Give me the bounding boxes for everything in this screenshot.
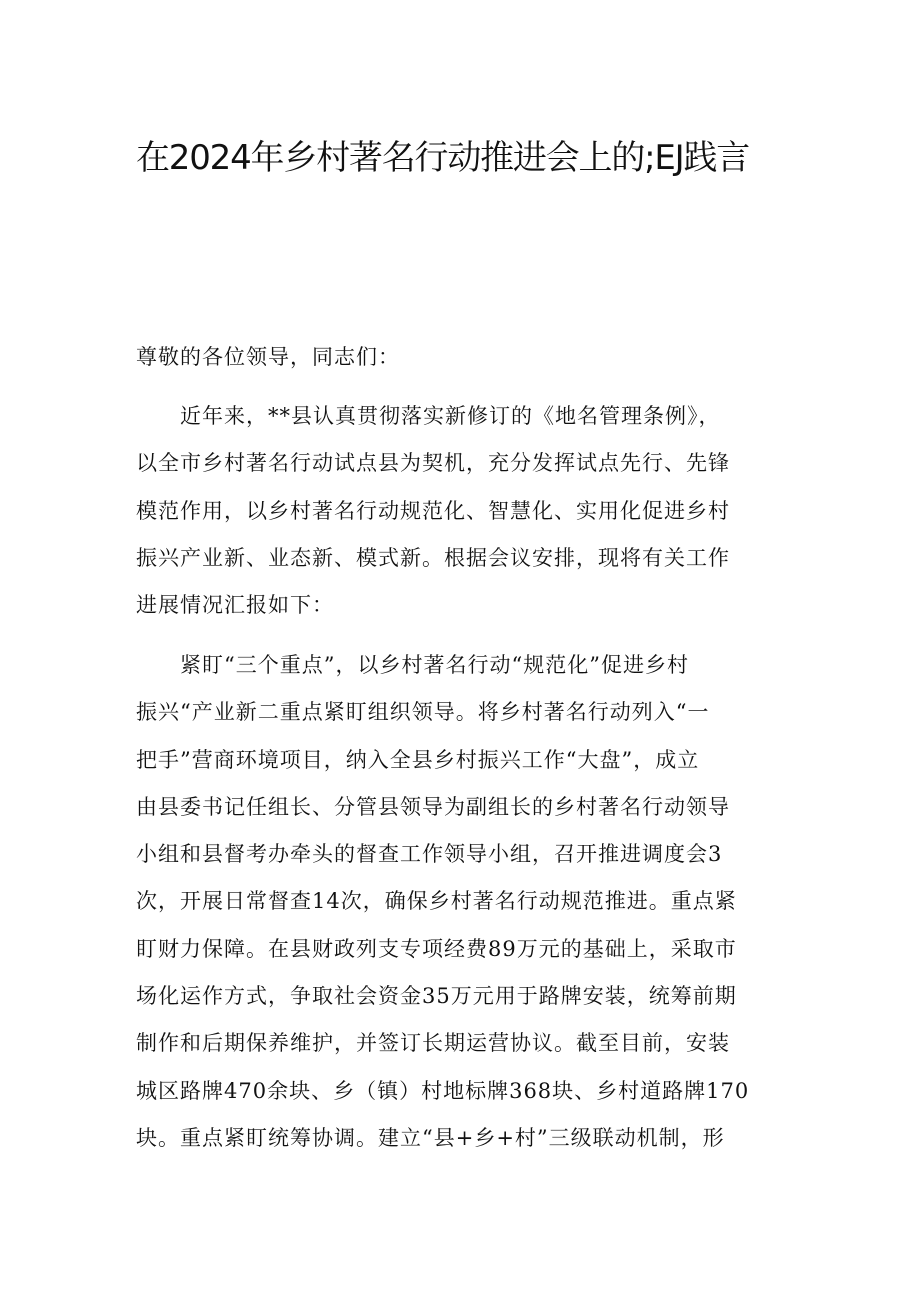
paragraph-line: 块。重点紧盯统筹协调。建立“县+乡+村”三级联动机制，形 [136,1125,725,1150]
paragraph-line: 紧盯“三个重点”，以乡村著名行动“规范化”促进乡村 [180,653,689,677]
paragraph-line: 场化运作方式，争取社会资金35万元用于路牌安装，统筹前期 [136,984,737,1009]
paragraph-line: 模范作用，以乡村著名行动规范化、智慧化、实用化促进乡村 [136,498,730,523]
paragraph-line: 由县委书记任组长、分管县领导为副组长的乡村著名行动领导 [136,794,730,819]
document-title: 在2024年乡村著名行动推进会上的;EJ践言 [136,138,750,178]
paragraph-line: 振兴产业新、业态新、模式新。根据会议安排，现将有关工作 [136,545,730,570]
paragraph-line: 把手”营商环境项目，纳入全县乡村振兴工作“大盘”，成立 [136,747,700,772]
paragraph-2 [136,642,776,1162]
salutation: 尊敬的各位领导，同志们： [136,345,400,369]
paragraph-line: 城区路牌470余块、乡（镇）村地标牌368块、乡村道路牌170 [136,1078,750,1103]
paragraph-line: 进展情况汇报如下： [136,593,334,618]
paragraph-line: 近年来，**县认真贯彻落实新修订的《地名管理条例》， [180,404,721,428]
paragraph-line: 制作和后期保养维护，并签订长期运营协议。截至目前，安装 [136,1031,730,1056]
paragraph-line: 次，开展日常督查14次，确保乡村著名行动规范推进。重点紧 [136,889,737,914]
paragraph-line: 以全市乡村著名行动试点县为契机，充分发挥试点先行、先锋 [136,451,730,476]
paragraph-line: 盯财力保障。在县财政列支专项经费89万元的基础上，采取市 [136,936,737,961]
paragraph-1 [136,393,776,629]
paragraph-line: 小组和县督考办牵头的督查工作领导小组，召开推进调度会3 [136,842,723,867]
paragraph-line: 振兴“产业新二重点紧盯组织领导。将乡村著名行动列入“一 [136,700,710,725]
